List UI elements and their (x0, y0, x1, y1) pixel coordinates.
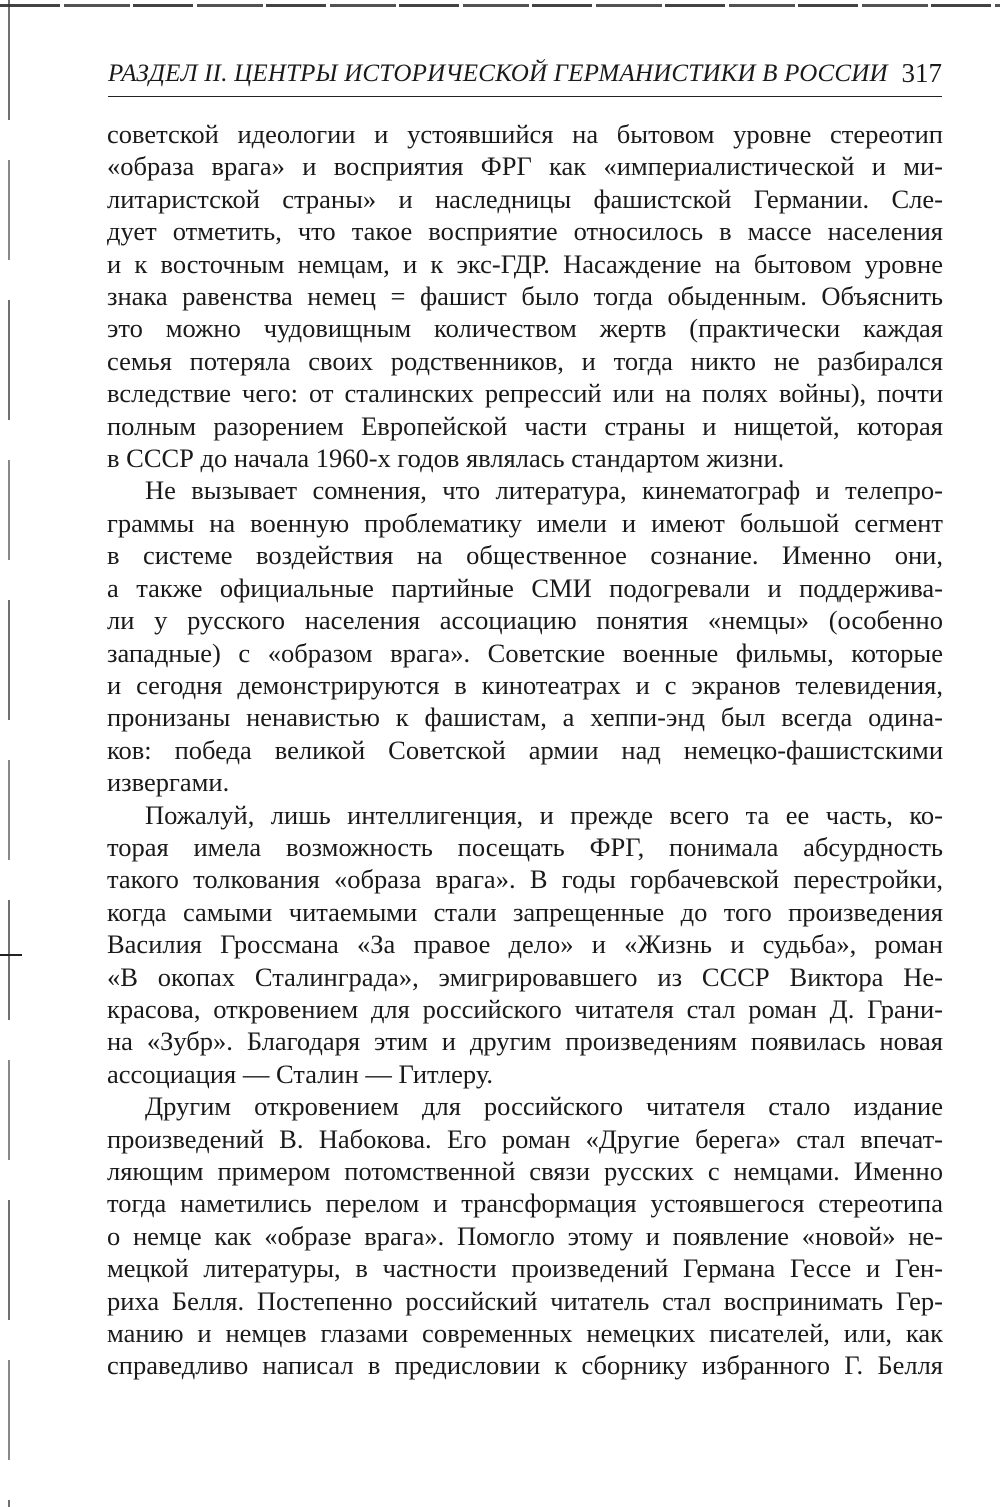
text-line: когда самыми читаемыми стали запрещенные до того произведения (107, 896, 943, 927)
text-line: в системе воздействия на общественное сознание. Именно они, (107, 540, 943, 571)
text-body (107, 118, 943, 1382)
text-line: торая имела возможность посещать ФРГ, понимала абсурдность (107, 831, 943, 862)
scan-margin-mark (0, 954, 22, 956)
text-line: на «Зубр». Благодаря этим и другим произведениям появилась новая (107, 1026, 943, 1057)
running-head (108, 58, 942, 97)
text-line: ли у русского населения ассоциацию понятия «немцы» (особенно (107, 605, 943, 636)
text-line: литаристской страны» и наследницы фашистской Германии. Сле- (107, 183, 943, 214)
text-line: в СССР до начала 1960-х годов являлась стандартом жизни. (107, 443, 785, 474)
text-line: западные) с «образом врага». Советские военные фильмы, которые (107, 637, 943, 668)
text-line: ков: победа великой Советской армии над немецко-фашистскими (107, 734, 943, 765)
text-line: красова, откровением для российского читателя стал роман Д. Грани- (107, 993, 943, 1024)
text-line: мецкой литературы, в частности произведений Германа Гессе и Ген- (107, 1253, 943, 1284)
text-line: риха Белля. Постепенно российский читатель стал воспринимать Гер- (107, 1285, 943, 1316)
text-line: Пожалуй, лишь интеллигенция, и прежде всего та ее часть, ко- (145, 799, 943, 830)
text-line: извергами. (107, 767, 230, 798)
paragraph (107, 474, 943, 798)
text-line: знака равенства немец = фашист было тогда обыденным. Объяснить (107, 281, 943, 312)
text-line: справедливо написал в предисловии к сборнику избранного Г. Белля (107, 1350, 943, 1381)
text-line: тогда наметились перелом и трансформация устоявшегося стереотипа (107, 1188, 943, 1219)
text-line: семья потеряла своих родственников, и тогда никто не разбирался (107, 345, 943, 376)
text-line: такого толкования «образа врага». В годы горбачевской перестройки, (107, 864, 943, 895)
text-line: манию и немцев глазами современных немецких писателей, или, как (107, 1318, 943, 1349)
text-line: Не вызывает сомнения, что литература, кинематограф и телепро- (145, 475, 943, 506)
text-line: пронизаны ненавистью к фашистам, а хеппи-энд был всегда одина- (107, 702, 943, 733)
text-line: «образа врага» и восприятия ФРГ как «империалистической и ми- (107, 151, 943, 182)
text-line: это можно чудовищным количеством жертв (практически каждая (107, 313, 943, 344)
scan-edge-left (8, 0, 10, 1507)
page-number: 317 (901, 58, 942, 88)
paragraph (107, 1090, 943, 1382)
text-line: Василия Гроссмана «За правое дело» и «Жизнь и судьба», роман (107, 929, 943, 960)
paragraph (107, 799, 943, 1091)
text-line: ассоциация — Сталин — Гитлеру. (107, 1058, 494, 1089)
text-line: Другим откровением для российского читателя стало издание (145, 1091, 943, 1122)
text-line: ляющим примером потомственной связи русских с немцами. Именно (107, 1156, 943, 1186)
scan-edge-top (0, 4, 1000, 7)
text-line: а также официальные партийные СМИ подогревали и поддержива- (107, 572, 943, 603)
text-line: и к восточным немцам, и к экс-ГДР. Насаждение на бытовом уровне (107, 248, 943, 279)
paragraph (107, 118, 943, 474)
text-line: советской идеологии и устоявшийся на бытовом уровне стереотип (107, 119, 943, 149)
text-line: полным разорением Европейской части страны и нищетой, которая (107, 410, 943, 441)
text-line: дует отметить, что такое восприятие относилось в массе населения (107, 216, 943, 247)
text-line: и сегодня демонстрируются в кинотеатрах и с экранов телевидения, (107, 669, 943, 700)
text-line: о немце как «образе врага». Помогло этому и появление «новой» не- (107, 1220, 943, 1251)
running-title: РАЗДЕЛ II. ЦЕНТРЫ ИСТОРИЧЕСКОЙ ГЕРМАНИСТИКИ В РОССИИ (108, 60, 888, 87)
text-line: вследствие чего: от сталинских репрессий или на полях войны), почти (107, 378, 943, 409)
text-line: граммы на военную проблематику имели и имеют большой сегмент (107, 507, 943, 538)
text-line: «В окопах Сталинграда», эмигрировавшего из СССР Виктора Не- (107, 961, 943, 992)
text-line: произведений В. Набокова. Его роман «Другие берега» стал впечат- (107, 1123, 943, 1154)
